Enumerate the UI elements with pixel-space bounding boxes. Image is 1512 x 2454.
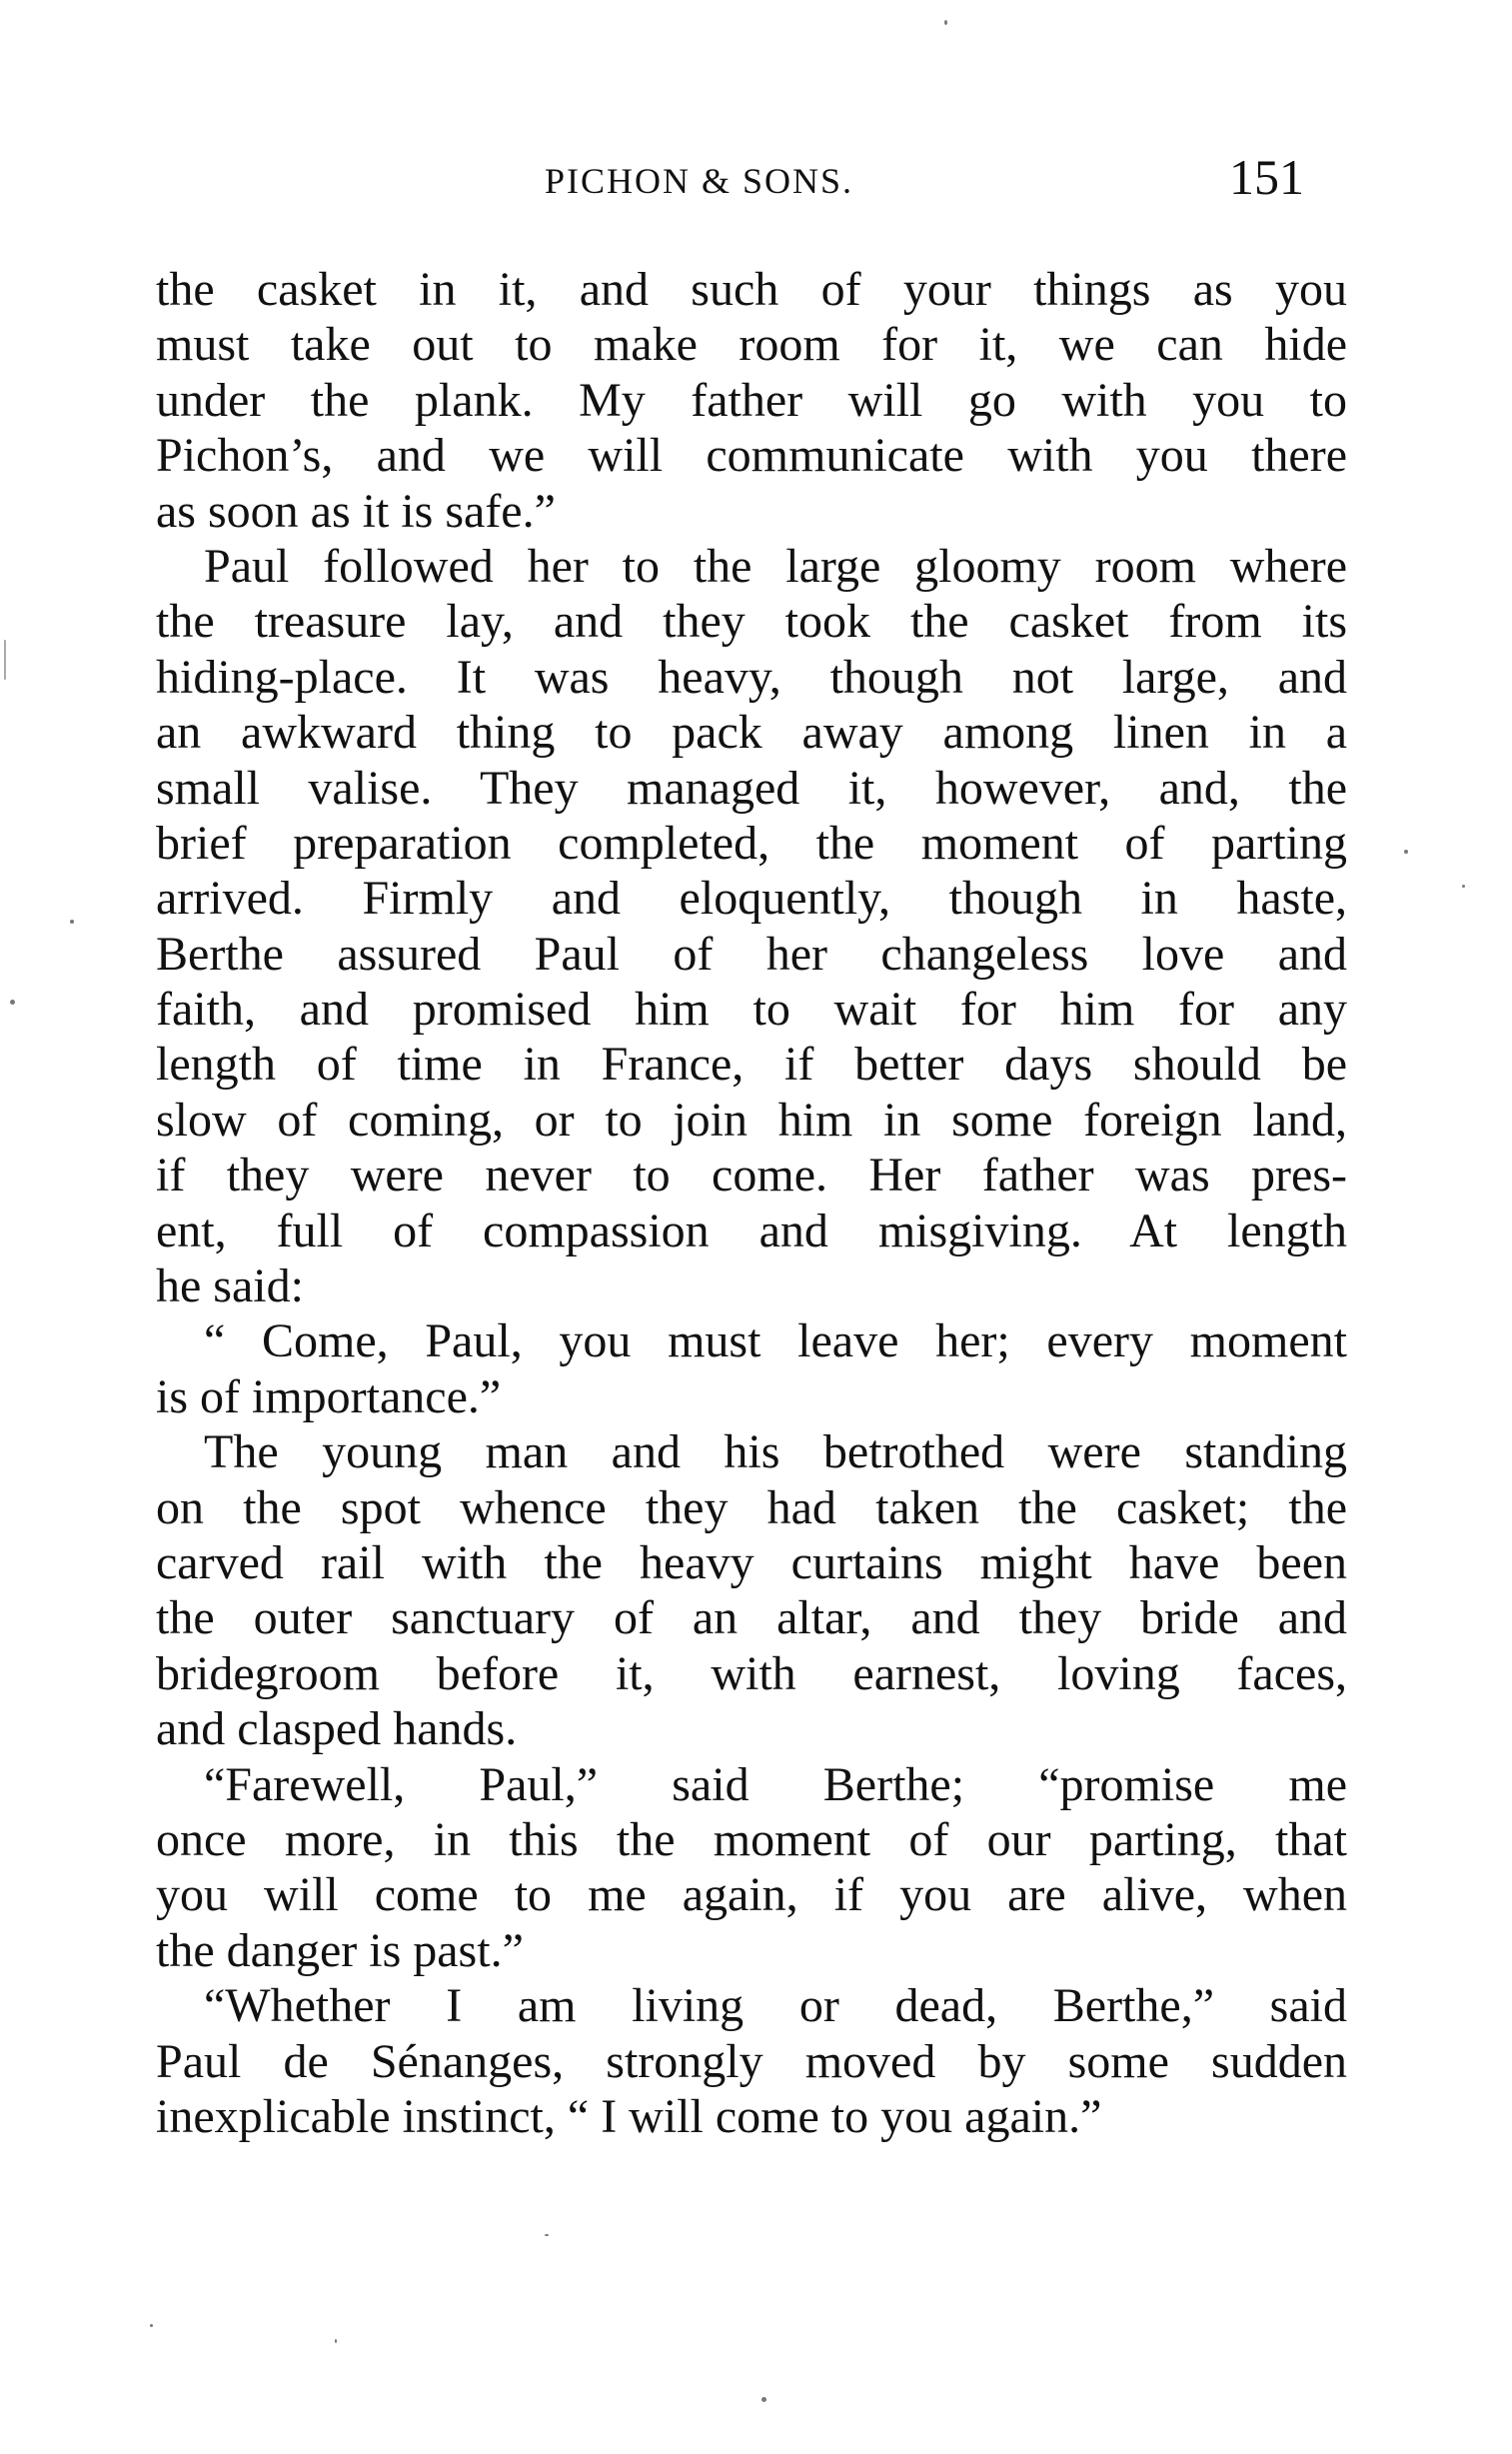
body-text (156, 262, 1347, 2144)
text-line: once more, in this the moment of our parting, that (156, 1812, 1347, 1866)
text-line: Berthe assured Paul of her changeless love and (156, 927, 1347, 981)
text-line: ent, full of compassion and misgiving. At length (156, 1204, 1347, 1257)
paper-speck (335, 2339, 337, 2343)
text-line: brief preparation completed, the moment of parting (156, 816, 1347, 870)
paper-speck (1404, 850, 1408, 854)
text-line: and clasped hands. (156, 1702, 518, 1756)
text-line: “ Come, Paul, you must leave her; every moment (204, 1314, 1347, 1368)
text-line: carved rail with the heavy curtains might have been (156, 1535, 1347, 1589)
paper-speck (70, 920, 74, 924)
paper-speck (4, 640, 6, 680)
text-line: “Farewell, Paul,” said Berthe; “promise me (204, 1757, 1347, 1811)
text-line: “Whether I am living or dead, Berthe,” said (204, 1979, 1347, 2033)
text-line: the danger is past.” (156, 1923, 524, 1977)
text-line: you will come to me again, if you are alive, when (156, 1868, 1347, 1922)
page-number: 151 (1229, 149, 1304, 205)
text-line: small valise. They managed it, however, and, the (156, 761, 1347, 815)
text-line: slow of coming, or to join him in some foreign land, (156, 1093, 1347, 1147)
text-line: the outer sanctuary of an altar, and they bride and (156, 1591, 1347, 1645)
text-line: The young man and his betrothed were standing (204, 1425, 1347, 1479)
paper-speck (761, 2397, 766, 2402)
text-line: on the spot whence they had taken the casket; the (156, 1480, 1347, 1534)
text-line: under the plank. My father will go with you to (156, 373, 1347, 427)
text-line: is of importance.” (156, 1369, 502, 1423)
text-line: faith, and promised him to wait for him for any (156, 983, 1347, 1037)
text-line: if they were never to come. Her father was pres- (156, 1149, 1347, 1203)
paper-speck (944, 20, 947, 25)
paper-speck (150, 2324, 153, 2327)
text-line: the treasure lay, and they took the casket from its (156, 595, 1347, 649)
text-line: hiding-place. It was heavy, though not large, and (156, 650, 1347, 704)
text-line: bridegroom before it, with earnest, loving faces, (156, 1646, 1347, 1700)
text-line: he said: (156, 1259, 304, 1313)
paper-speck (545, 2234, 549, 2236)
paper-speck (1462, 885, 1465, 888)
text-line: Paul de Sénanges, strongly moved by some sudden (156, 2034, 1347, 2088)
running-head: PICHON & SONS. (545, 161, 854, 201)
text-line: an awkward thing to pack away among linen in a (156, 706, 1347, 760)
text-line: must take out to make room for it, we can hide (156, 318, 1347, 372)
text-line: Paul followed her to the large gloomy room where (204, 539, 1347, 593)
paper-speck (10, 1000, 15, 1005)
text-line: as soon as it is safe.” (156, 484, 556, 538)
text-line: arrived. Firmly and eloquently, though in haste, (156, 872, 1347, 926)
text-line: the casket in it, and such of your things as you (156, 263, 1347, 316)
text-line: inexplicable instinct, “ I will come to you again.” (156, 2089, 1102, 2143)
text-line: length of time in France, if better days should be (156, 1038, 1347, 1092)
text-line: Pichon’s, and we will communicate with you there (156, 429, 1347, 483)
